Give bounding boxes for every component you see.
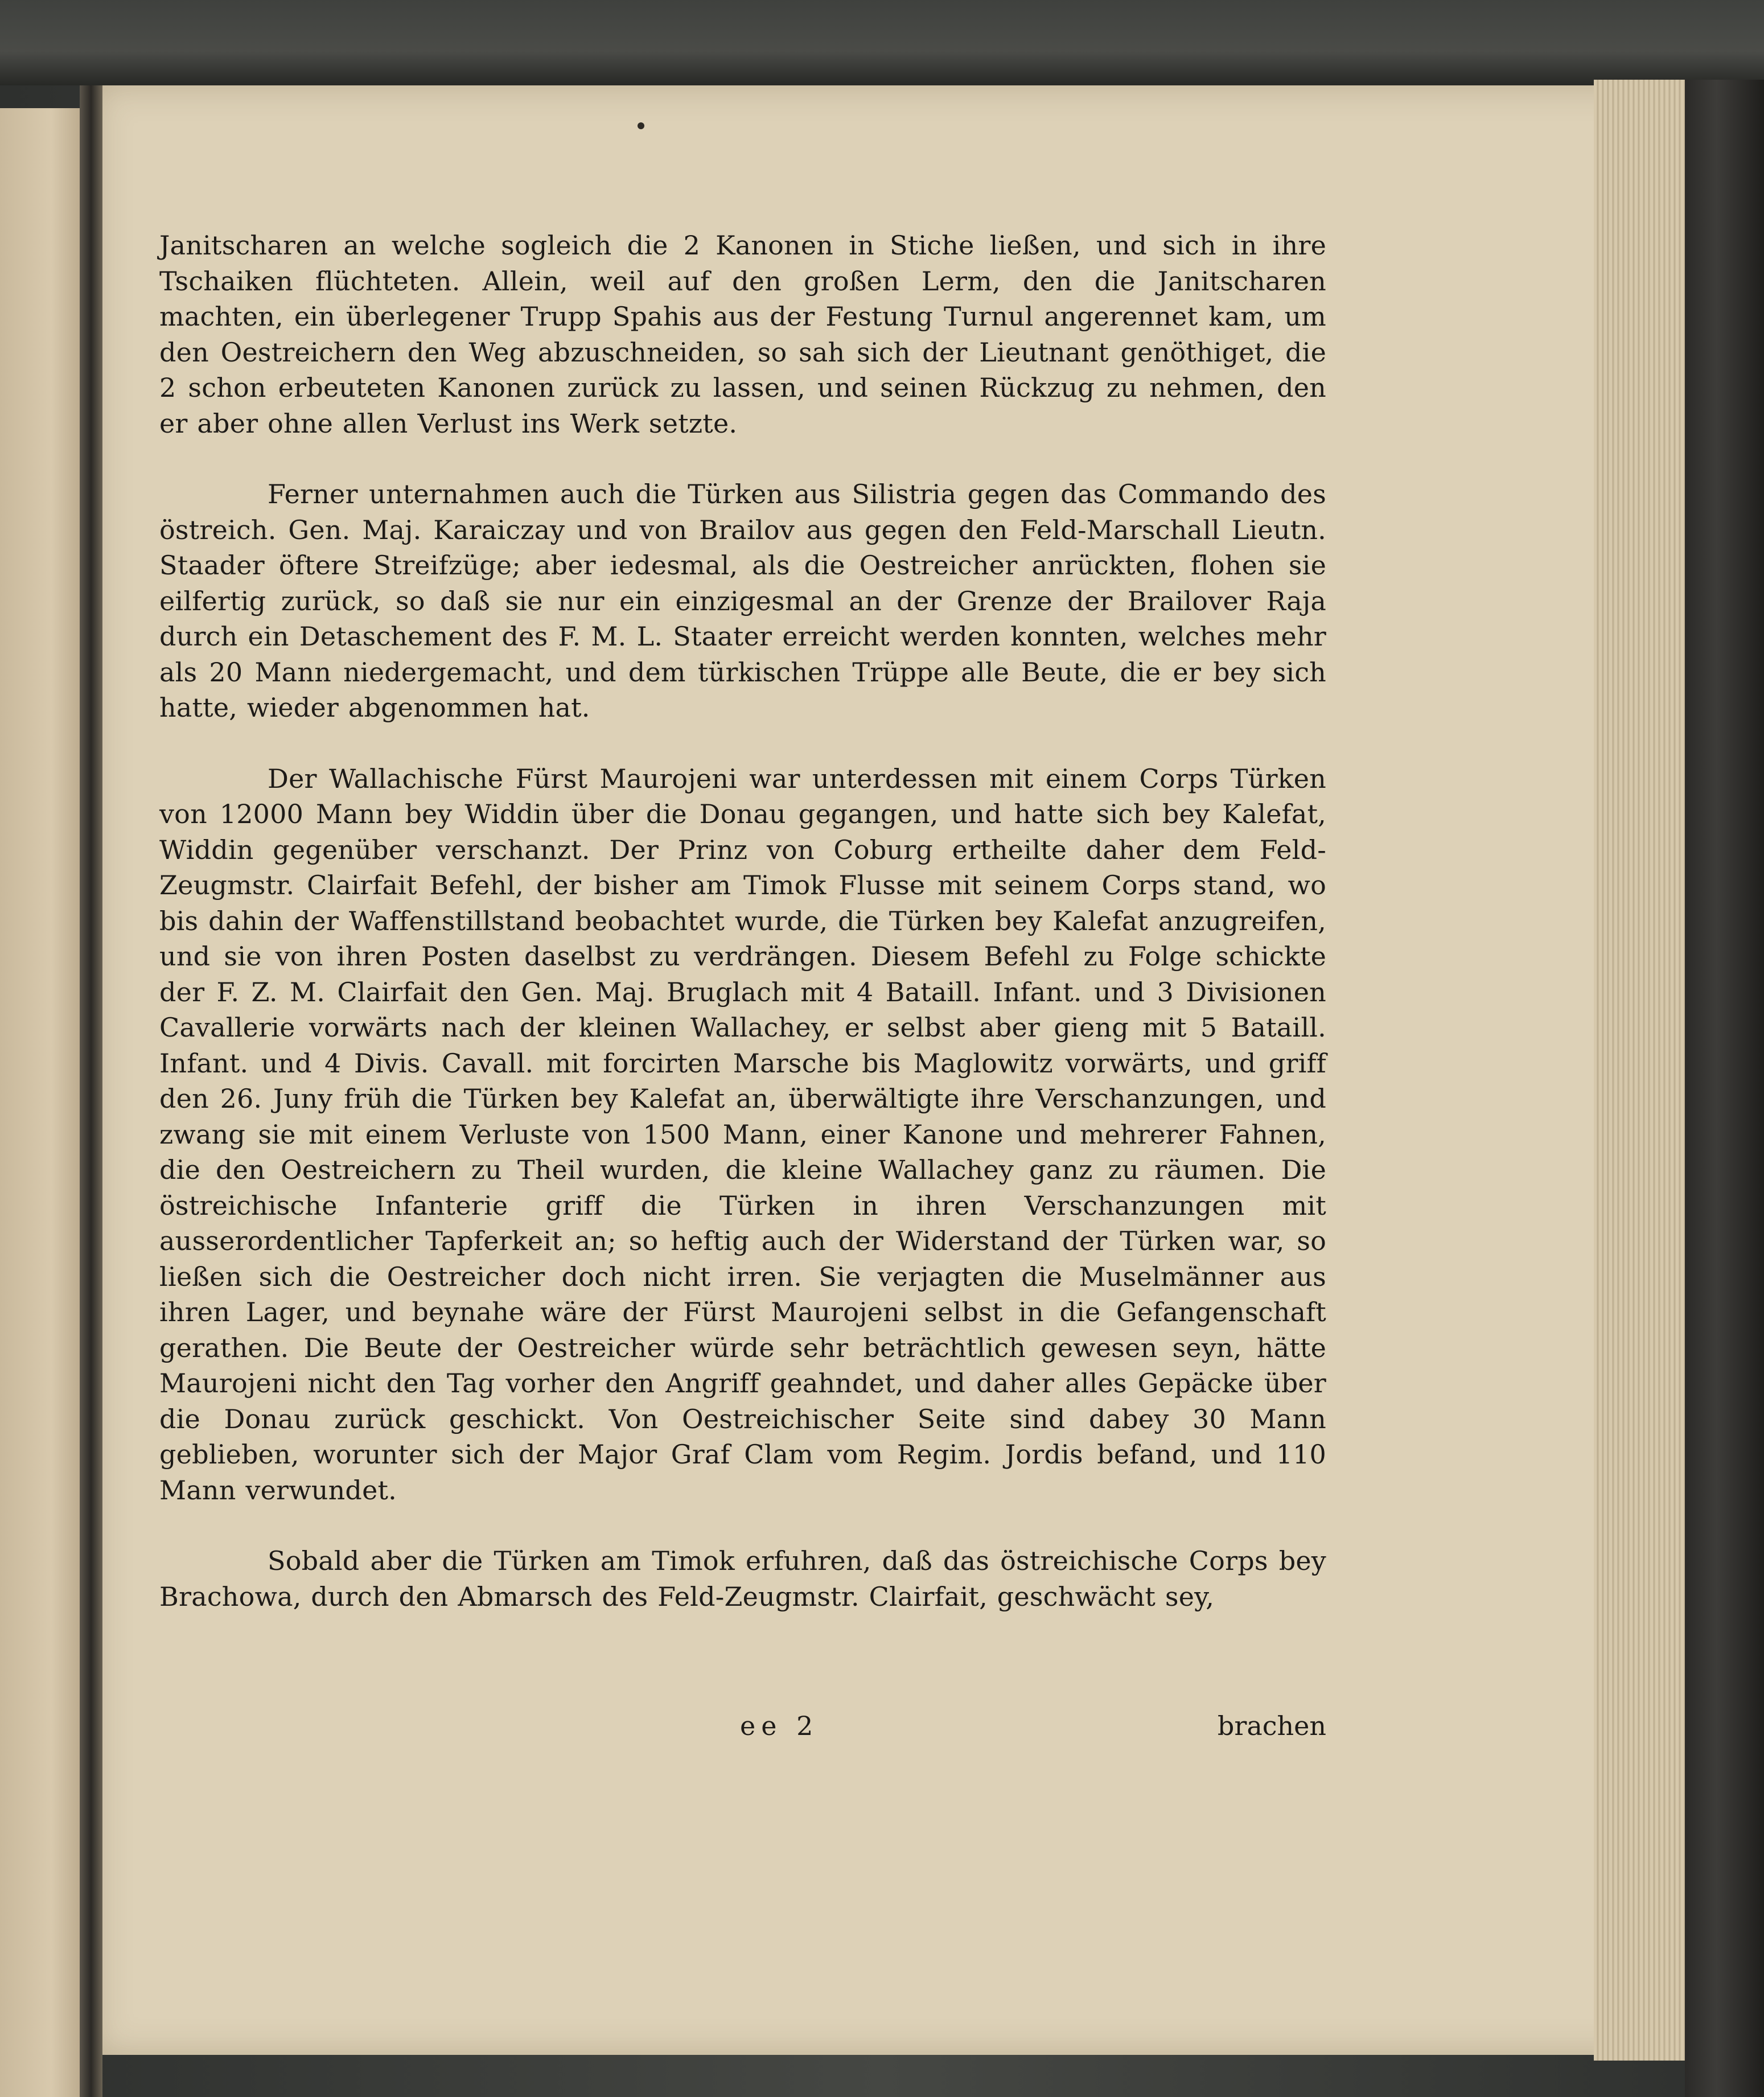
book-cover-right xyxy=(1685,80,1764,2097)
page-text xyxy=(159,228,1326,1614)
paragraph-3: Der Wallachische Fürst Maurojeni war unterdessen mit einem Corps Türken von 12000 Mann bey Widdin über die Donau gegangen, und hatte sich bey Kalefat, Widdin gegenüber verschanzt. Der Prinz von Coburg ertheilte daher dem Feld-Zeugmstr. Clairfait Befehl, der bisher am Timok Flusse mit seinem Corps stand, wo bis dahin der Waffenstillstand beobachtet wurde, die Türken bey Kalefat anzugreifen, und sie von ihren Posten daselbst zu verdrängen. Diesem Befehl zu Folge schickte der F. Z. M. Clairfait den Gen. Maj. Bruglach mit 4 Bataill. Infant. und 3 Divisionen Cavallerie vorwärts nach der kleinen Wallachey, er selbst aber gieng mit 5 Bataill. Infant. und 4 Divis. Cavall. mit forcirten Marsche bis Maglowitz vorwärts, und griff den 26. Juny früh die Türken bey Kalefat an, überwältigte ihre Verschanzungen, und zwang sie mit einem Verluste von 1500 Mann, einer Kanone und mehrerer Fahnen, die den Oestreichern zu Theil wurden, die kleine Wallachey ganz zu räumen. Die östreichische Infanterie griff die Türken in ihren Verschanzungen mit ausserordentlicher Tapferkeit an; so heftig auch der Widerstand der Türken war, so ließen sich die Oestreicher doch nicht irren. Sie verjagten die Muselmänner aus ihren Lager, und beynahe wäre der Fürst Maurojeni selbst in die Gefangenschaft gerathen. Die Beute der Oestreicher würde sehr beträchtlich gewesen seyn, hätte Maurojeni nicht den Tag vorher den Angriff geahndet, und daher alles Gepäcke über die Donau zurück geschickt. Von Oestreichischer Seite sind dabey 30 Mann geblieben, worunter sich der Major Graf Clam vom Regim. Jordis befand, und 110 Mann verwundet. xyxy=(159,763,1326,1506)
left-facing-page xyxy=(0,108,85,2097)
page-edges xyxy=(1594,80,1694,2061)
ink-dot xyxy=(638,122,644,129)
book-cover-top xyxy=(0,0,1764,85)
page-footer xyxy=(159,1711,1326,1745)
paragraph-1: Janitscharen an welche sogleich die 2 Kanonen in Stiche ließen, und sich in ihre Tschaiken flüchteten. Allein, weil auf den großen Lerm, den die Janitscharen machten, ein überlegener Trupp Spahis aus der Festung Turnul angerennet kam, um den Oestreichern den Weg abzuschneiden, so sah sich der Lieutnant genöthiget, die 2 schon erbeuteten Kanonen zurück zu lassen, und seinen Rückzug zu nehmen, den er aber ohne allen Verlust ins Werk setzte. xyxy=(159,230,1326,439)
paragraph-4: Sobald aber die Türken am Timok erfuhren, daß das östreichische Corps bey Brachowa, durch den Abmarsch des Feld-Zeugmstr. Clairfait, geschwächt sey, xyxy=(159,1545,1326,1612)
signature-mark: ee 2 xyxy=(740,1711,819,1741)
paragraph-2: Ferner unternahmen auch die Türken aus Silistria gegen das Commando des östreich. Gen. Maj. Karaiczay und von Brailov aus gegen den Feld-Marschall Lieutn. Staader öftere Streifzüge; aber iedesmal, als die Oestreicher anrückten, flohen sie eilfertig zurück, so daß sie nur ein einzigesmal an der Grenze der Brailover Raja durch ein Detaschement des F. M. L. Staater erreicht werden konnten, welches mehr als 20 Mann niedergemacht, und dem türkischen Trüppe alle Beute, die er bey sich hatte, wieder abgenommen hat. xyxy=(159,479,1326,723)
catchword: brachen xyxy=(1217,1711,1326,1741)
book-gutter xyxy=(80,85,102,2097)
